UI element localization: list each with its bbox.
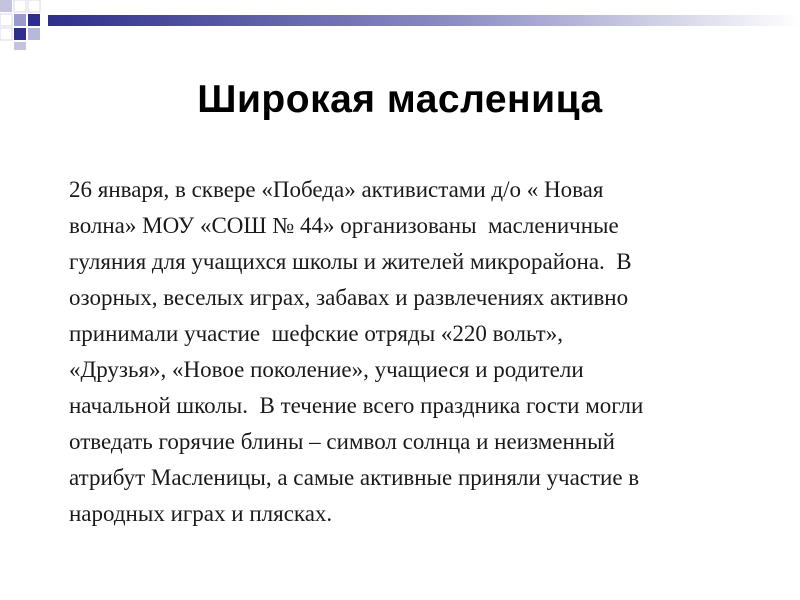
body-line: начальной школы. В течение всего праздника гости могли — [69, 393, 644, 418]
deco-square-9 — [0, 28, 12, 40]
body-line: отведать горячие блины – символ солнца и неизменный — [69, 429, 615, 454]
body-line: озорных, веселых играх, забавах и развлечениях активно — [69, 285, 629, 310]
deco-square-4 — [14, 14, 26, 26]
deco-square-5 — [28, 14, 40, 26]
deco-square-7 — [28, 28, 40, 40]
body-line: атрибут Масленицы, а самые активные приняли участие в — [69, 465, 640, 490]
body-line: гуляния для учащихся школы и жителей микрорайона. В — [69, 249, 632, 274]
header-decoration — [0, 0, 800, 50]
header-gradient-band — [48, 15, 800, 26]
body-line: волна» МОУ «СОШ № 44» организованы масленичные — [69, 213, 619, 238]
slide-body-text — [69, 172, 769, 532]
body-line: «Друзья», «Новое поколение», учащиеся и родители — [69, 357, 584, 382]
body-line: 26 января, в сквере «Победа» активистами д/о « Новая — [69, 177, 604, 202]
body-line: принимали участие шефские отряды «220 вольт», — [69, 321, 563, 346]
deco-square-2 — [14, 0, 26, 12]
deco-square-1 — [0, 0, 12, 12]
deco-square-3 — [0, 14, 12, 26]
body-line: народных играх и плясках. — [69, 501, 333, 526]
slide-title: Широкая масленица — [197, 78, 603, 121]
deco-square-8 — [28, 0, 40, 12]
deco-square-10 — [14, 42, 26, 50]
deco-square-6 — [14, 28, 26, 40]
